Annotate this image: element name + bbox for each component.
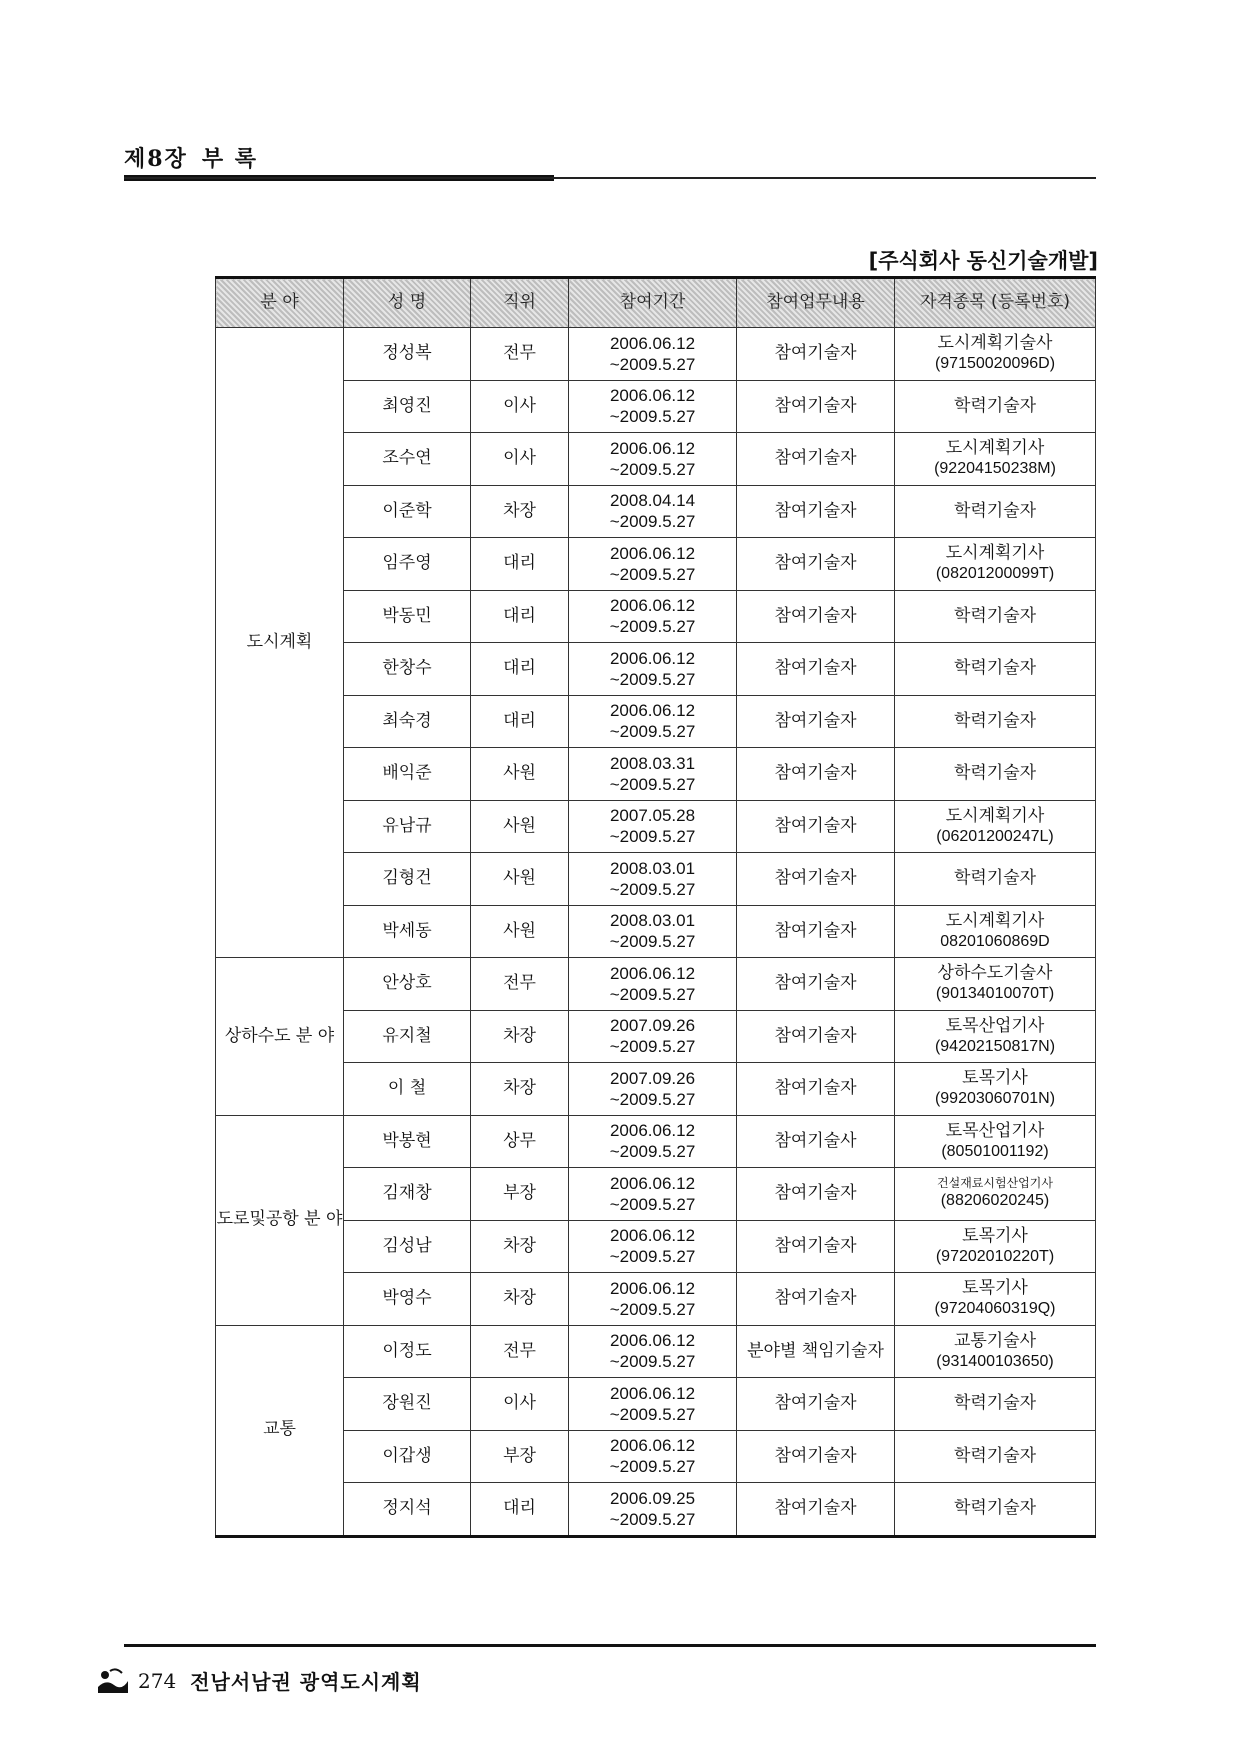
position-cell: 차장	[471, 485, 569, 538]
period-cell	[569, 958, 737, 1011]
table-row	[216, 1273, 1096, 1326]
position-cell: 차장	[471, 1010, 569, 1063]
license-name: 토목기사	[962, 1278, 1028, 1299]
license-cell	[895, 1273, 1096, 1326]
role-cell: 참여기술자	[737, 485, 895, 538]
position-cell: 대리	[471, 643, 569, 696]
period-cell	[569, 1378, 737, 1431]
license-cell	[895, 380, 1096, 433]
position-cell: 차장	[471, 1273, 569, 1326]
role-cell: 참여기술자	[737, 433, 895, 486]
position-cell: 사원	[471, 853, 569, 906]
name-cell: 정지석	[344, 1483, 471, 1537]
name-cell: 박동민	[344, 590, 471, 643]
period-start: 2006.06.12	[609, 701, 696, 720]
license-cell	[895, 1010, 1096, 1063]
table-row	[216, 1063, 1096, 1116]
role-cell: 참여기술사	[737, 1115, 895, 1168]
period-start: 2006.06.12	[609, 1331, 696, 1350]
position-cell: 이사	[471, 380, 569, 433]
position-cell: 전무	[471, 958, 569, 1011]
period-end: ~2009.5.27	[609, 774, 696, 794]
name-cell: 이정도	[344, 1325, 471, 1378]
license-name: 토목기사	[962, 1225, 1028, 1246]
position-cell: 이사	[471, 1378, 569, 1431]
license-number: 08201060869D	[940, 932, 1050, 950]
role-cell: 참여기술자	[737, 853, 895, 906]
period-start: 2006.09.25	[609, 1488, 696, 1508]
name-cell: 김재창	[344, 1168, 471, 1221]
period-cell	[569, 1010, 737, 1063]
name-cell: 박세동	[344, 905, 471, 958]
period-end: ~2009.5.27	[609, 1352, 696, 1372]
license-number: (97150020096D)	[934, 355, 1056, 373]
role-cell: 참여기술자	[737, 1063, 895, 1116]
company-name: [주식회사 동신기술개발]	[868, 249, 1098, 273]
period-end: ~2009.5.27	[609, 1299, 696, 1319]
name-cell: 이 철	[344, 1063, 471, 1116]
position-cell: 전무	[471, 1325, 569, 1378]
period-start: 2006.06.12	[609, 543, 696, 563]
field-cell: 교통	[216, 1325, 344, 1536]
table-row	[216, 590, 1096, 643]
table-row	[216, 380, 1096, 433]
period-cell	[569, 643, 737, 696]
name-cell: 김형건	[344, 853, 471, 906]
page-footer	[96, 1666, 422, 1695]
name-cell: 박봉현	[344, 1115, 471, 1168]
period-cell	[569, 328, 737, 381]
chapter-number: 제8장	[124, 146, 188, 172]
position-cell: 사원	[471, 800, 569, 853]
role-cell: 참여기술자	[737, 695, 895, 748]
license-number: (931400103650)	[936, 1352, 1054, 1370]
table-row	[216, 1378, 1096, 1431]
period-start: 2008.03.31	[609, 753, 696, 773]
name-cell: 최영진	[344, 380, 471, 433]
period-cell	[569, 1483, 737, 1537]
position-cell: 대리	[471, 538, 569, 591]
period-cell	[569, 1273, 737, 1326]
license-cell	[895, 328, 1096, 381]
license-number: (94202150817N)	[934, 1037, 1056, 1055]
name-cell: 한창수	[344, 643, 471, 696]
table-row	[216, 1325, 1096, 1378]
period-start: 2006.06.12	[609, 1278, 696, 1298]
period-start: 2008.03.01	[609, 858, 696, 878]
name-cell: 배익준	[344, 748, 471, 801]
position-cell: 사원	[471, 748, 569, 801]
license-cell	[895, 695, 1096, 748]
name-cell: 안상호	[344, 958, 471, 1011]
position-cell: 부장	[471, 1430, 569, 1483]
column-header: 분 야	[216, 278, 344, 328]
role-cell: 참여기술자	[737, 1273, 895, 1326]
license-name: 교통기술사	[953, 1330, 1037, 1351]
role-cell: 참여기술자	[737, 1220, 895, 1273]
license-cell	[895, 485, 1096, 538]
license-cell	[895, 800, 1096, 853]
period-start: 2006.06.12	[609, 438, 696, 458]
license-cell	[895, 905, 1096, 958]
license-cell	[895, 1063, 1096, 1116]
table-row	[216, 328, 1096, 381]
document-title: 전남서남권 광역도시계획	[190, 1670, 422, 1694]
license-number: (97204060319Q)	[934, 1300, 1056, 1318]
license-cell	[895, 1325, 1096, 1378]
table-row	[216, 485, 1096, 538]
personnel-table	[215, 276, 1096, 1538]
license-name: 학력기술자	[953, 658, 1037, 679]
period-cell	[569, 433, 737, 486]
license-name: 도시계획기술사	[937, 333, 1053, 354]
field-cell: 상하수도 분 야	[216, 958, 344, 1116]
table-row	[216, 538, 1096, 591]
license-name: 학력기술자	[953, 868, 1037, 889]
period-cell	[569, 1168, 737, 1221]
period-end: ~2009.5.27	[609, 984, 696, 1004]
field-cell: 도시계획	[216, 328, 344, 958]
period-end: ~2009.5.27	[609, 459, 696, 479]
role-cell: 분야별 책임기술자	[737, 1325, 895, 1378]
license-name: 학력기술자	[953, 395, 1037, 416]
license-cell	[895, 1168, 1096, 1221]
position-cell: 상무	[471, 1115, 569, 1168]
role-cell: 참여기술자	[737, 380, 895, 433]
position-cell: 대리	[471, 590, 569, 643]
role-cell: 참여기술자	[737, 1378, 895, 1431]
license-name: 도시계획기사	[945, 910, 1045, 931]
field-cell: 도로및공항 분 야	[216, 1115, 344, 1325]
period-cell	[569, 853, 737, 906]
period-start: 2008.04.14	[609, 491, 696, 510]
role-cell: 참여기술자	[737, 1168, 895, 1221]
position-cell: 대리	[471, 695, 569, 748]
header-rule	[124, 177, 1096, 179]
role-cell: 참여기술자	[737, 328, 895, 381]
period-end: ~2009.5.27	[609, 1404, 696, 1424]
license-name: 학력기술자	[953, 500, 1037, 521]
table-row	[216, 1220, 1096, 1273]
role-cell: 참여기술자	[737, 1430, 895, 1483]
role-cell: 참여기술자	[737, 643, 895, 696]
column-header: 자격종목 (등록번호)	[895, 278, 1096, 328]
name-cell: 유지철	[344, 1010, 471, 1063]
chapter-heading	[124, 142, 258, 173]
section-title: 부 록	[201, 146, 258, 172]
table-row	[216, 1483, 1096, 1537]
position-cell: 차장	[471, 1220, 569, 1273]
table-row	[216, 748, 1096, 801]
license-name: 건설재료시험산업기사	[937, 1176, 1053, 1191]
position-cell: 부장	[471, 1168, 569, 1221]
period-end: ~2009.5.27	[609, 669, 696, 689]
license-name: 도시계획기사	[945, 805, 1045, 826]
name-cell: 이갑생	[344, 1430, 471, 1483]
name-cell: 김성남	[344, 1220, 471, 1273]
period-start: 2006.06.12	[609, 1173, 696, 1193]
period-end: ~2009.5.27	[609, 1142, 696, 1162]
period-end: ~2009.5.27	[609, 879, 696, 899]
name-cell: 장원진	[344, 1378, 471, 1431]
role-cell: 참여기술자	[737, 800, 895, 853]
period-cell	[569, 1115, 737, 1168]
period-cell	[569, 1430, 737, 1483]
table-row	[216, 695, 1096, 748]
period-end: ~2009.5.27	[609, 1089, 696, 1109]
period-end: ~2009.5.27	[609, 564, 696, 584]
table-header-row	[216, 278, 1096, 328]
license-name: 토목산업기사	[945, 1015, 1045, 1036]
table-row	[216, 800, 1096, 853]
table-row	[216, 1430, 1096, 1483]
period-cell	[569, 695, 737, 748]
license-name: 학력기술자	[953, 605, 1037, 626]
license-name: 학력기술자	[953, 1393, 1037, 1414]
license-name: 상하수도기술사	[937, 963, 1053, 984]
license-cell	[895, 1378, 1096, 1431]
role-cell: 참여기술자	[737, 958, 895, 1011]
period-start: 2006.06.12	[609, 1383, 696, 1403]
name-cell: 이준학	[344, 485, 471, 538]
period-end: ~2009.5.27	[609, 512, 696, 532]
page-number: 274	[138, 1668, 177, 1693]
table-row	[216, 958, 1096, 1011]
license-cell	[895, 1483, 1096, 1537]
table-row	[216, 643, 1096, 696]
period-end: ~2009.5.27	[609, 1509, 696, 1529]
table-row	[216, 1115, 1096, 1168]
license-name: 학력기술자	[953, 1445, 1037, 1466]
period-end: ~2009.5.27	[609, 407, 696, 427]
table-row	[216, 1010, 1096, 1063]
period-start: 2006.06.12	[609, 1436, 696, 1455]
license-number: (08201200099T)	[935, 565, 1055, 583]
name-cell: 정성복	[344, 328, 471, 381]
position-cell: 차장	[471, 1063, 569, 1116]
period-end: ~2009.5.27	[609, 1037, 696, 1057]
period-cell	[569, 485, 737, 538]
license-cell	[895, 590, 1096, 643]
period-start: 2007.05.28	[609, 806, 696, 825]
period-end: ~2009.5.27	[609, 1194, 696, 1214]
license-cell	[895, 1115, 1096, 1168]
role-cell: 참여기술자	[737, 1010, 895, 1063]
license-name: 학력기술자	[953, 763, 1037, 784]
table-body	[216, 328, 1096, 1537]
license-name: 토목산업기사	[945, 1120, 1045, 1141]
position-cell: 대리	[471, 1483, 569, 1537]
license-cell	[895, 1220, 1096, 1273]
name-cell: 유남규	[344, 800, 471, 853]
name-cell: 임주영	[344, 538, 471, 591]
footer-rule	[124, 1644, 1096, 1647]
period-start: 2006.06.12	[609, 963, 696, 983]
period-cell	[569, 1325, 737, 1378]
license-name: 도시계획기사	[945, 543, 1045, 564]
license-cell	[895, 958, 1096, 1011]
role-cell: 참여기술자	[737, 590, 895, 643]
period-end: ~2009.5.27	[609, 617, 696, 637]
period-start: 2006.06.12	[609, 596, 696, 615]
license-number: (88206020245)	[940, 1192, 1050, 1210]
license-name: 도시계획기사	[945, 438, 1045, 459]
period-end: ~2009.5.27	[609, 1247, 696, 1267]
period-start: 2007.09.26	[609, 1016, 696, 1035]
table-row	[216, 1168, 1096, 1221]
column-header: 참여업무내용	[737, 278, 895, 328]
license-name: 토목기사	[962, 1068, 1028, 1089]
license-number: (97202010220T)	[935, 1247, 1055, 1265]
role-cell: 참여기술자	[737, 905, 895, 958]
period-end: ~2009.5.27	[609, 1457, 696, 1477]
period-start: 2006.06.12	[609, 1226, 696, 1245]
role-cell: 참여기술자	[737, 748, 895, 801]
period-cell	[569, 905, 737, 958]
license-name: 학력기술자	[953, 1498, 1037, 1519]
name-cell: 박영수	[344, 1273, 471, 1326]
license-cell	[895, 538, 1096, 591]
license-number: (99203060701N)	[934, 1090, 1056, 1108]
role-cell: 참여기술자	[737, 538, 895, 591]
license-name: 학력기술자	[953, 710, 1037, 731]
license-cell	[895, 433, 1096, 486]
period-end: ~2009.5.27	[609, 827, 696, 847]
name-cell: 최숙경	[344, 695, 471, 748]
period-start: 2006.06.12	[609, 648, 696, 668]
column-header: 참여기간	[569, 278, 737, 328]
period-end: ~2009.5.27	[609, 932, 696, 952]
license-number: (80501001192)	[941, 1142, 1049, 1160]
period-end: ~2009.5.27	[609, 722, 696, 742]
position-cell: 이사	[471, 433, 569, 486]
license-number: (06201200247L)	[936, 827, 1054, 845]
period-start: 2007.09.26	[609, 1068, 696, 1088]
license-number: (92204150238M)	[934, 460, 1056, 478]
license-cell	[895, 748, 1096, 801]
period-cell	[569, 748, 737, 801]
license-cell	[895, 643, 1096, 696]
period-start: 2006.06.12	[609, 1121, 696, 1140]
table-row	[216, 433, 1096, 486]
period-start: 2006.06.12	[609, 333, 696, 353]
column-header: 성 명	[344, 278, 471, 328]
period-cell	[569, 1220, 737, 1273]
position-cell: 전무	[471, 328, 569, 381]
column-header: 직위	[471, 278, 569, 328]
period-cell	[569, 538, 737, 591]
period-cell	[569, 590, 737, 643]
period-cell	[569, 1063, 737, 1116]
table-row	[216, 905, 1096, 958]
license-cell	[895, 1430, 1096, 1483]
period-cell	[569, 800, 737, 853]
position-cell: 사원	[471, 905, 569, 958]
table-row	[216, 853, 1096, 906]
role-cell: 참여기술자	[737, 1483, 895, 1537]
publisher-logo-icon	[96, 1667, 130, 1695]
period-end: ~2009.5.27	[609, 354, 696, 374]
period-start: 2006.06.12	[609, 386, 696, 405]
name-cell: 조수연	[344, 433, 471, 486]
license-number: (90134010070T)	[935, 985, 1055, 1003]
period-start: 2008.03.01	[609, 911, 696, 930]
period-cell	[569, 380, 737, 433]
license-cell	[895, 853, 1096, 906]
